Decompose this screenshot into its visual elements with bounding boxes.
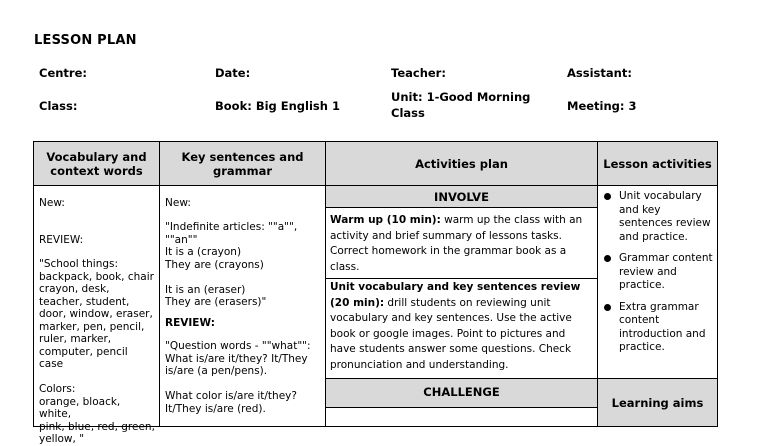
book-label: Book: Big English 1 <box>215 99 340 113</box>
lesson-activities-column <box>598 142 717 426</box>
list-item: Extra grammar content introduction and practice. <box>598 301 717 355</box>
challenge-band: CHALLENGE <box>326 378 597 408</box>
page-title: LESSON PLAN <box>34 33 137 48</box>
list-item: Unit vocabulary and key sentences review and practice. <box>598 190 717 244</box>
key-new-label: New: <box>165 197 191 209</box>
vocab-body: "School things: backpack, book, chair crayon, desk, teacher, student, door, window, eraser, marker, pen, pencil, ruler, marker, computer, pencil case Colors: orange, bloack, white, pink, blue, red, green, yellow, " <box>39 258 155 445</box>
vocab-new-label: New: <box>39 197 65 209</box>
bullet-icon <box>604 304 611 311</box>
lesson-activities-list <box>598 190 717 363</box>
lesson-table <box>33 141 718 445</box>
key-new-body: "Indefinite articles: ""a"", ""an"" It is a (crayon) They are (crayons) It is an (eraser) They are (erasers)" <box>165 221 298 308</box>
activities-header: Activities plan <box>326 142 597 186</box>
bullet-icon <box>604 193 611 200</box>
vocab-header: Vocabulary and context words <box>34 142 159 186</box>
teacher-label: Teacher: <box>391 66 446 80</box>
date-label: Date: <box>215 66 251 80</box>
list-item: Grammar content review and practice. <box>598 252 717 293</box>
unit-label: Unit: 1-Good Morning Class <box>391 90 531 120</box>
key-sentences-header: Key sentences and grammar <box>160 142 325 186</box>
involve-band: INVOLVE <box>326 186 597 208</box>
activities-column <box>326 142 598 426</box>
assistant-label: Assistant: <box>567 66 632 80</box>
warm-up-text: Warm up (10 min): warm up the class with an activity and brief summary of lessons tasks. Correct homework in the grammar book as a class. <box>330 214 583 273</box>
vocab-column <box>34 142 160 445</box>
learning-aims-band: Learning aims <box>598 378 717 426</box>
centre-label: Centre: <box>39 66 87 80</box>
unit-review-text: Unit vocabulary and key sentences review (20 min): drill students on reviewing unit vocabulary and key sentences. Use the active book or google images. Point to pictures and have students answer some questions. Check pronunciation and understanding. <box>330 281 581 371</box>
lesson-activities-header: Lesson activities <box>598 142 717 186</box>
meeting-label: Meeting: 3 <box>567 99 637 113</box>
key-review-body: "Question words - ""what"": What is/are it/they? It/They is/are (a pen/pens). What color is/are it/they? It/They is/are (red). <box>165 340 311 415</box>
bullet-icon <box>604 255 611 262</box>
key-review-label: REVIEW: <box>165 317 215 329</box>
class-label: Class: <box>39 99 78 113</box>
vocab-review-label: REVIEW: <box>39 234 84 246</box>
activities-divider <box>326 278 597 279</box>
key-sentences-column <box>160 142 326 426</box>
